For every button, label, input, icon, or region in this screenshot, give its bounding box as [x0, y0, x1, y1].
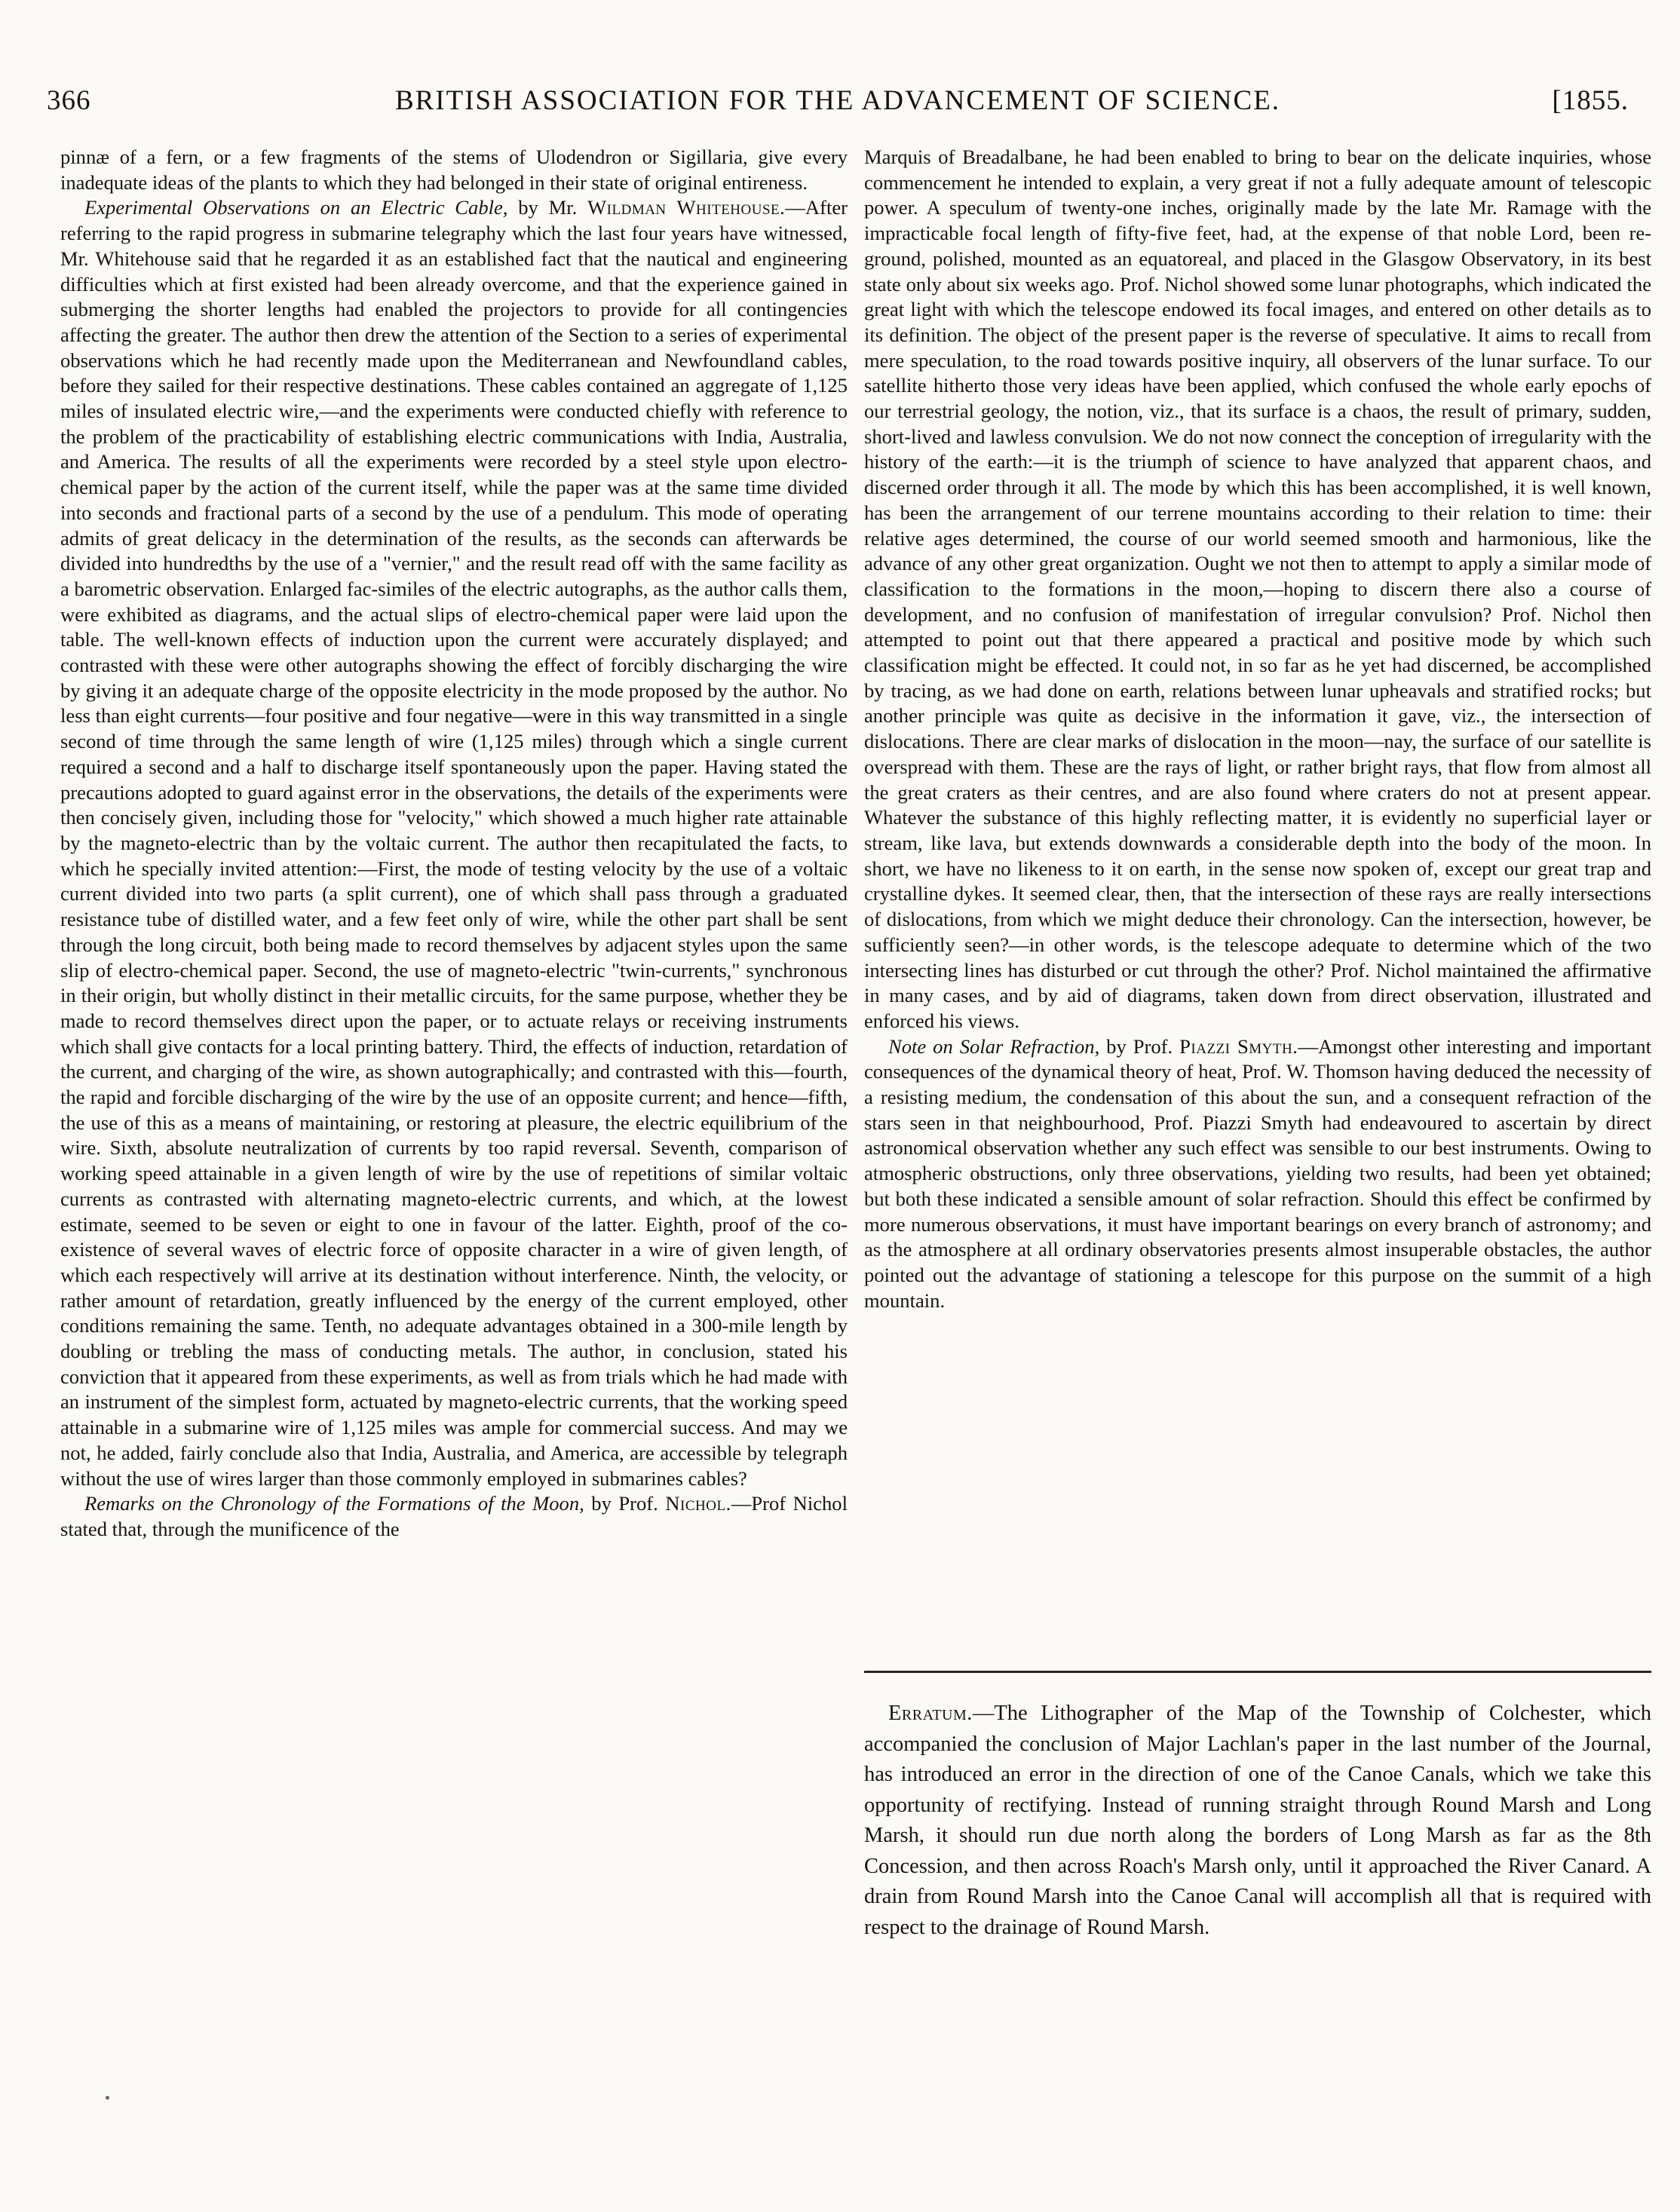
erratum-label: Erratum.: [888, 1702, 973, 1725]
solar-by: by Prof.: [1106, 1034, 1173, 1058]
header-year: [1855.: [1552, 85, 1629, 116]
solar-author: Piazzi Smyth.: [1179, 1034, 1298, 1058]
running-title: BRITISH ASSOCIATION FOR THE ADVANCEMENT OF SCIENCE.: [394, 85, 1281, 116]
moon-article-title: Remarks on the Chronology of the Formations of the Moon,: [84, 1492, 584, 1515]
page-number: 366: [47, 85, 91, 116]
print-speck: [106, 2096, 109, 2100]
moon-article: [60, 1491, 848, 1542]
erratum-paragraph: [864, 1699, 1651, 1943]
continued-paragraph: pinnæ of a fern, or a few fragments of the stems of Ulodendron or Sigillaria, give every inadequate ideas of the plants to which they had belonged in their state of original entireness.: [60, 146, 848, 194]
moon-by: by Prof.: [591, 1492, 658, 1515]
moon-article-body-start: —Prof Nichol stated that, through the munificence of the: [60, 1492, 848, 1540]
moon-author: Nichol.: [665, 1492, 731, 1515]
solar-article: [864, 1034, 1651, 1314]
erratum-body: —The Lithographer of the Map of the Township of Colchester, which accompanied the conclusion of Major Lachlan's paper in the last number of the Journal, has introduced an error in the direction of one of the Canoe Canals, which we take this opportunity of rectifying. Instead of running straight through Round Marsh and Long Marsh, it should run due north along the borders of Long Marsh as far as the 8th Concession, and then across Roach's Marsh only, until it approached the River Canard. A drain from Round Marsh into the Canoe Canal will accomplish all that is required with respect to the drainage of Round Marsh.: [864, 1702, 1651, 1939]
solar-article-body: —Amongst other interesting and important consequences of the dynamical theory of heat, Prof. W. Thomson having deduced the necessity of a resisting medium, the condensation of this about the sun, and a consequent refraction of the stars seen in that neighbourhood, Prof. Piazzi Smyth had endeavoured to ascertain by direct astronomical observation whether any such effect was sensible to our best instruments. Owing to atmospheric obstructions, only three observations, yielding two results, had been yet obtained; but both these indicated a sensible amount of solar refraction. Should this effect be confirmed by more numerous observations, it must have important bearings on every branch of astronomy; and as the atmosphere at all ordinary observatories presents almost insuperable obstacles, the author pointed out the advantage of stationing a telescope for this purpose on the summit of a high mountain.: [864, 1034, 1651, 1312]
cable-by: by Mr.: [518, 196, 578, 219]
cable-article: [60, 195, 848, 1491]
right-column: [864, 145, 1651, 1313]
cable-article-title: Experimental Observations on an Electric Cable,: [84, 196, 508, 219]
running-header: [47, 84, 1629, 124]
section-divider: [864, 1671, 1651, 1673]
left-column: [60, 145, 848, 1543]
moon-article-continued: Marquis of Breadalbane, he had been enabled to bring to bear on the delicate inquiries, whose commencement he intended to explain, a very great if not a fully adequate amount of telescopic power. A speculum of twenty-one inches, originally made by the late Mr. Ramage with the impracticable focal length of fifty-five feet, had, at the expense of that noble Lord, been re-ground, polished, mounted as an equatoreal, and placed in the Glasgow Observatory, in its best state only about six weeks ago. Prof. Nichol showed some lunar photographs, which indicated the great light with which the telescope endowed its focal images, and entered on other details as to its definition. The object of the present paper is the reverse of speculative. It aims to recall from mere speculation, to the road towards positive inquiry, all observers of the lunar surface. To our satellite hitherto those very ideas have been applied, which confused the whole early epochs of our terrestrial geology, the notion, viz., that its surface is a chaos, the result of primary, sudden, short-lived and lawless convulsion. We do not now connect the conception of irregularity with the history of the earth:—it is the triumph of science to have analyzed that apparent chaos, and discerned order through it all. The mode by which this has been accomplished, it is well known, has been the arrangement of our terrene mountains according to their relation to time: their relative ages determined, the course of our world seemed smooth and harmonious, like the advance of any other great organization. Ought we not then to attempt to apply a similar mode of classification to the formations in the moon,—hoping to discern there also a course of development, and no confusion of manifestation of irregular convulsion? Prof. Nichol then attempted to point out that there appeared a practical and positive mode by which such classification might be effected. It could not, in so far as he yet had discerned, be accomplished by tracing, as we had done on earth, relations between lunar upheavals and stratified rocks; but another principle was quite as decisive in the information it gave, viz., the intersection of dislocations. There are clear marks of dislocation in the moon—nay, the surface of our satellite is overspread with them. These are the rays of light, or rather bright rays, that flow from almost all the great craters as their centres, and are also found where craters do not at present appear. Whatever the substance of this highly reflecting matter, it is evidently no superficial layer or stream, like lava, but extends downwards a considerable depth into the body of the moon. In short, we have no likeness to it on earth, in the sense now spoken of, except our great trap and crystalline dykes. It seemed clear, then, that the intersection of these rays are really intersections of dislocations, from which we might deduce their chronology. Can the intersection, however, be sufficiently seen?—in other words, is the telescope adequate to determine which of the two intersecting lines has disturbed or cut through the other? Prof. Nichol maintained the affirmative in many cases, and by aid of diagrams, taken down from direct observation, illustrated and enforced his views.: [864, 146, 1651, 1032]
solar-article-title: Note on Solar Refraction,: [888, 1034, 1100, 1058]
cable-author: Wildman Whitehouse.: [587, 196, 786, 219]
cable-article-body: —After referring to the rapid progress in submarine telegraphy which the last four years have witnessed, Mr. Whitehouse said that he regarded it as an established fact that the nautical and engineering difficulties which at first existed had been already overcome, and that the experience gained in submerging the shorter lengths had enabled the projectors to provide for all contingencies affecting the greater. The author then drew the attention of the Section to a series of experimental observations which he had recently made upon the Mediterranean and Newfoundland cables, before they sailed for their respective destinations. These cables contained an aggregate of 1,125 miles of insulated electric wire,—and the experiments were conducted chiefly with reference to the problem of the practicability of establishing electric communications with India, Australia, and America. The results of all the experiments were recorded by a steel style upon electro-chemical paper by the action of the current itself, while the paper was at the same time divided into seconds and fractional parts of a second by the use of a pendulum. This mode of operating admits of great delicacy in the determination of the results, as the seconds can afterwards be divided into hundredths by the use of a "vernier," and the result read off with the same facility as a barometric observation. Enlarged fac-similes of the electric autographs, as the author calls them, were exhibited as diagrams, and the actual slips of electro-chemical paper were laid upon the table. The well-known effects of induction upon the current were accurately displayed; and contrasted with these were other autographs showing the effect of forcibly discharging the wire by giving it an adequate charge of the opposite electricity in the mode proposed by the author. No less than eight currents—four positive and four negative—were in this way transmitted in a single second of time through the same length of wire (1,125 miles) through which a single current required a second and a half to discharge itself spontaneously upon the paper. Having stated the precautions adopted to guard against error in the observations, the details of the experiments were then concisely given, including those for "velocity," which showed a much higher rate attainable by the magneto-electric than by the voltaic current. The author then recapitulated the facts, to which he specially invited attention:—First, the mode of testing velocity by the use of a voltaic current divided into two parts (a split current), one of which shall pass through a graduated resistance tube of distilled water, and a few feet only of wire, while the other part shall be sent through the long circuit, both being made to record themselves by adjacent styles upon the same slip of electro-chemical paper. Second, the use of magneto-electric "twin-currents," synchronous in their origin, but wholly distinct in their metallic circuits, for the same purpose, whether they be made to record themselves direct upon the paper, or to actuate relays or receiving instruments which shall give contacts for a local printing battery. Third, the effects of induction, retardation of the current, and charging of the wire, as shown autographically; and contrasted with this—fourth, the rapid and forcible discharging of the wire by the use of an opposite current; and hence—fifth, the use of this as a means of maintaining, or restoring at pleasure, the electric equilibrium of the wire. Sixth, absolute neutralization of currents by too rapid reversal. Seventh, comparison of working speed attainable in a given length of wire by the use of repetitions of similar voltaic currents as contrasted with alternating magneto-electric currents, and which, at the lowest estimate, seemed to be seven or eight to one in favour of the latter. Eighth, proof of the co-existence of several waves of electric force of opposite character in a wire of given length, of which each respectively will arrive at its destination without interference. Ninth, the velocity, or rather amount of retardation, greatly influenced by the energy of the current employed, other conditions remaining the same. Tenth, no adequate advantages obtained in a 300-mile length by doubling or trebling the mass of conducting metals. The author, in conclusion, stated his conviction that it appeared from these experiments, as well as from trials which he had made with an instrument of the simplest form, actuated by magneto-electric currents, that the working speed attainable in a submarine wire of 1,125 miles was ample for commercial success. And may we not, he added, fairly conclude also that India, Australia, and America, are accessible by telegraph without the use of wires larger than those commonly employed in submarines cables?: [60, 196, 848, 1490]
erratum-notice: [864, 1699, 1651, 1943]
